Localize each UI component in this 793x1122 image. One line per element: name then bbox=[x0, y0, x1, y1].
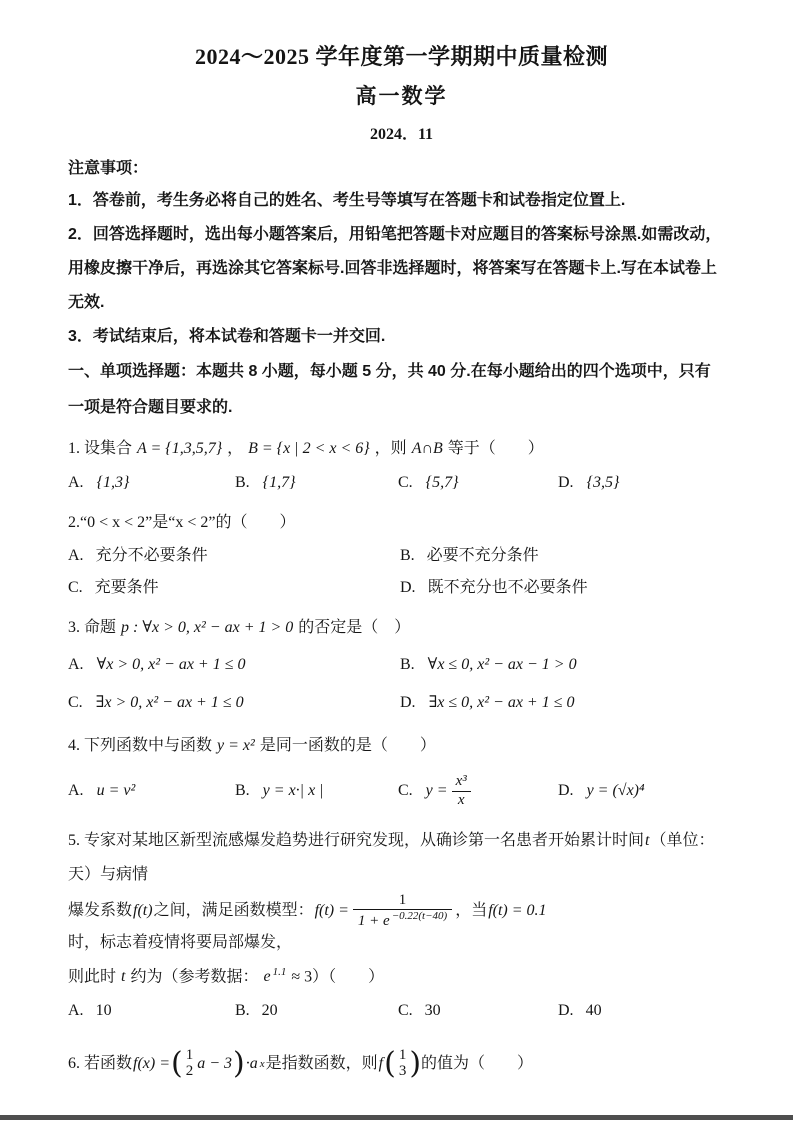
q5-model-denominator bbox=[353, 910, 452, 930]
q4-option-a bbox=[68, 764, 235, 818]
q5-text-1: 5. 专家对某地区新型流感爆发趋势进行研究发现，从确诊第一名患者开始累计时间 bbox=[68, 832, 645, 849]
q5-var-t2: t bbox=[121, 967, 126, 985]
q5-text-9: ≈ 3）（ ） bbox=[291, 967, 385, 985]
q2-option-d bbox=[400, 572, 735, 604]
q5-ref-exponent: 1.1 bbox=[272, 965, 287, 978]
question-4 bbox=[68, 728, 735, 818]
q4-option-d bbox=[558, 764, 735, 818]
q4-option-b bbox=[235, 764, 398, 818]
notice-heading: 注意事项： bbox=[68, 160, 149, 177]
q4-text-1: 4. 下列函数中与函数 bbox=[68, 737, 213, 754]
notice-item-2-line2: 用橡皮擦干净后，再选涂其它答案标号.回答非选择题时，将答案写在答题卡上.写在本试卷上 bbox=[68, 260, 717, 277]
q6-arg-numerator: 1 bbox=[398, 1047, 407, 1064]
q5-model-den-exponent: −0.22(t−40) bbox=[391, 910, 448, 923]
q5-model-den-base: 1 + e bbox=[357, 913, 390, 930]
question-6 bbox=[68, 1036, 735, 1092]
q2-option-b-value: 必要不充分条件 bbox=[426, 547, 539, 564]
q2-option-c-value: 充要条件 bbox=[94, 579, 159, 596]
q1-option-c-value: {5,7} bbox=[425, 474, 459, 491]
q3-option-a bbox=[68, 646, 400, 684]
q6-exp-base: ·a bbox=[245, 1054, 258, 1072]
q5-option-b-value: 20 bbox=[261, 1001, 278, 1019]
q5-option-a bbox=[68, 994, 235, 1028]
q1-set-a: A = {1,3,5,7} bbox=[137, 440, 223, 457]
question-3-options bbox=[68, 646, 735, 722]
q3-option-d-label: D. bbox=[400, 694, 416, 711]
question-1 bbox=[68, 432, 735, 500]
question-5-line3 bbox=[68, 955, 735, 994]
q3-text-1: 3. 命题 bbox=[68, 619, 117, 636]
q3-option-c-value: ∃x > 0, x² − ax + 1 ≤ 0 bbox=[95, 694, 244, 711]
notice-item-1: 1．答卷前，考生务必将自己的姓名、考生号等填写在答题卡和试卷指定位置上. bbox=[68, 192, 626, 209]
q5-option-b-label: B. bbox=[235, 1001, 250, 1019]
q4-function-expr: y = x² bbox=[217, 737, 255, 754]
q1-option-c-label: C. bbox=[398, 474, 413, 491]
q1-text-1: 1. 设集合 bbox=[68, 440, 133, 457]
q2-option-a bbox=[68, 540, 400, 572]
q2-option-d-label: D. bbox=[400, 579, 416, 596]
q5-option-d-value: 40 bbox=[585, 1001, 602, 1019]
q5-condition: f(t) = 0.1 bbox=[488, 902, 547, 920]
q6-func-lhs: f(x) = bbox=[133, 1054, 171, 1072]
q6-coef-fraction bbox=[184, 1048, 196, 1080]
question-5-line2 bbox=[68, 892, 735, 955]
q5-ref-base: e bbox=[263, 967, 271, 985]
q4-option-b-label: B. bbox=[235, 782, 250, 799]
q4-option-c-fraction bbox=[452, 773, 471, 809]
q5-func-ft: f(t) bbox=[133, 902, 153, 920]
q5-option-a-label: A. bbox=[68, 1001, 84, 1019]
q5-text-8: 约为（参考数据： bbox=[130, 967, 259, 985]
exam-date: 2024．11 bbox=[369, 126, 434, 143]
viewer-bottom-edge bbox=[0, 1115, 793, 1120]
q5-model-lhs: f(t) = bbox=[314, 902, 349, 920]
question-2 bbox=[68, 506, 735, 604]
question-1-stem bbox=[68, 432, 735, 466]
q5-model-numerator: 1 bbox=[353, 892, 452, 910]
q5-option-a-value: 10 bbox=[95, 1001, 112, 1019]
q5-option-c-label: C. bbox=[398, 1001, 413, 1019]
q5-option-c bbox=[398, 994, 558, 1028]
q6-f-symbol: f bbox=[378, 1054, 384, 1072]
q1-option-a-value: {1,3} bbox=[96, 474, 130, 491]
question-1-options bbox=[68, 466, 735, 500]
q6-arg-denominator: 3 bbox=[398, 1062, 407, 1079]
q6-arg-open-paren: ( bbox=[384, 1045, 396, 1081]
notice-item-3: 3．考试结束后，将本试卷和答题卡一并交回. bbox=[68, 328, 386, 345]
q5-text-7: 则此时 bbox=[68, 967, 117, 985]
q1-intersection-expr: A∩B bbox=[411, 440, 443, 457]
q4-option-c bbox=[398, 764, 558, 818]
q5-text-4: 之间，满足函数模型： bbox=[153, 902, 314, 920]
question-5-options bbox=[68, 994, 735, 1028]
question-2-options bbox=[68, 540, 735, 604]
q6-arg-close-paren: ) bbox=[409, 1045, 422, 1081]
q6-text-1: 6. 若函数 bbox=[68, 1054, 133, 1072]
q2-option-a-value: 充分不必要条件 bbox=[95, 547, 208, 564]
q2-option-a-label: A. bbox=[68, 547, 84, 564]
question-6-stem bbox=[68, 1036, 735, 1092]
q1-option-b bbox=[235, 466, 398, 500]
q4-option-b-value: y = x·| x | bbox=[262, 782, 324, 799]
q3-option-b bbox=[400, 646, 735, 684]
q3-option-b-value: ∀x ≤ 0, x² − ax − 1 > 0 bbox=[427, 656, 577, 673]
q2-option-c bbox=[68, 572, 400, 604]
question-3 bbox=[68, 610, 735, 722]
q5-text-5: ，当 bbox=[455, 902, 488, 920]
q4-option-c-label: C. bbox=[398, 782, 413, 799]
q4-option-d-label: D. bbox=[558, 782, 574, 799]
q6-coef-numerator: 1 bbox=[185, 1047, 194, 1064]
q3-option-c-label: C. bbox=[68, 694, 83, 711]
q5-option-c-value: 30 bbox=[424, 1001, 441, 1019]
q1-option-c bbox=[398, 466, 558, 500]
q3-proposition: p : ∀x > 0, x² − ax + 1 > 0 bbox=[121, 619, 294, 636]
q5-option-b bbox=[235, 994, 398, 1028]
q1-option-a bbox=[68, 466, 235, 500]
notice-item-2-line1: 2．回答选择题时，选出每小题答案后，用铅笔把答题卡对应题目的答案标号涂黑.如需改动， bbox=[68, 226, 722, 243]
q5-option-d-label: D. bbox=[558, 1001, 574, 1019]
q1-option-d bbox=[558, 466, 735, 500]
q6-coef-denominator: 2 bbox=[185, 1062, 194, 1079]
q6-open-paren: ( bbox=[171, 1045, 183, 1081]
q4-option-d-value: y = (√x)⁴ bbox=[586, 782, 645, 799]
q3-option-c bbox=[68, 684, 400, 722]
question-2-stem: 2.“0 < x < 2”是“x < 2”的（ ） bbox=[68, 514, 296, 531]
q3-option-d-value: ∃x ≤ 0, x² − ax + 1 ≤ 0 bbox=[428, 694, 575, 711]
q2-option-b-label: B. bbox=[400, 547, 415, 564]
q5-option-d bbox=[558, 994, 735, 1028]
q6-coef-rest: a − 3 bbox=[197, 1054, 233, 1072]
exam-title: 2024～2025 学年度第一学期期中质量检测 bbox=[194, 44, 608, 69]
q5-text-6: 时，标志着疫情将要局部爆发， bbox=[68, 933, 293, 951]
q3-option-d bbox=[400, 684, 735, 722]
q1-option-b-value: {1,7} bbox=[262, 474, 296, 491]
q4-option-c-denominator: x bbox=[457, 791, 465, 808]
q4-option-c-lhs: y = bbox=[425, 782, 448, 799]
question-5 bbox=[68, 824, 735, 1028]
q1-option-d-label: D. bbox=[558, 474, 574, 491]
q5-model-fraction bbox=[353, 892, 452, 931]
q6-text-2: 是指数函数，则 bbox=[265, 1054, 378, 1072]
q6-exp-exponent: x bbox=[259, 1057, 265, 1070]
q6-arg-fraction bbox=[397, 1048, 409, 1080]
q4-option-c-numerator: x³ bbox=[452, 773, 471, 791]
question-5-line1 bbox=[68, 824, 735, 892]
q2-option-c-label: C. bbox=[68, 579, 83, 596]
q6-text-3: 的值为（ ） bbox=[421, 1054, 534, 1072]
q1-text-4: 等于（ ） bbox=[447, 440, 544, 457]
q4-option-a-label: A. bbox=[68, 782, 84, 799]
exam-subject: 高一数学 bbox=[355, 84, 448, 108]
q1-text-3: ，则 bbox=[374, 440, 407, 457]
question-4-options bbox=[68, 764, 735, 818]
q2-option-d-value: 既不充分也不必要条件 bbox=[427, 579, 588, 596]
q3-option-a-value: ∀x > 0, x² − ax + 1 ≤ 0 bbox=[96, 656, 246, 673]
q5-text-3: 爆发系数 bbox=[68, 902, 133, 920]
q1-text-2: ， bbox=[227, 440, 244, 457]
q3-text-2: 的否定是（ ） bbox=[298, 619, 411, 636]
q1-set-b: B = {x | 2 < x < 6} bbox=[248, 440, 370, 457]
notice-item-2-line3: 无效. bbox=[68, 294, 105, 311]
q3-option-b-label: B. bbox=[400, 656, 415, 673]
q1-option-a-label: A. bbox=[68, 474, 84, 491]
q2-option-b bbox=[400, 540, 735, 572]
q5-var-t: t bbox=[645, 832, 650, 849]
q4-text-2: 是同一函数的是（ ） bbox=[259, 737, 436, 754]
q5-text-2: （单位：天）与病情 bbox=[68, 832, 715, 883]
q3-option-a-label: A. bbox=[68, 656, 84, 673]
q4-option-a-value: u = v² bbox=[96, 782, 136, 799]
section-heading-line2: 一项是符合题目要求的. bbox=[68, 399, 233, 416]
q1-option-d-value: {3,5} bbox=[586, 474, 620, 491]
q6-close-paren: ) bbox=[233, 1045, 245, 1081]
question-4-stem bbox=[68, 728, 735, 764]
section-heading-line1: 一、单项选择题：本题共 8 小题，每小题 5 分，共 40 分.在每小题给出的四个选项中，只有 bbox=[68, 363, 711, 380]
q1-option-b-label: B. bbox=[235, 474, 250, 491]
question-3-stem bbox=[68, 610, 735, 646]
